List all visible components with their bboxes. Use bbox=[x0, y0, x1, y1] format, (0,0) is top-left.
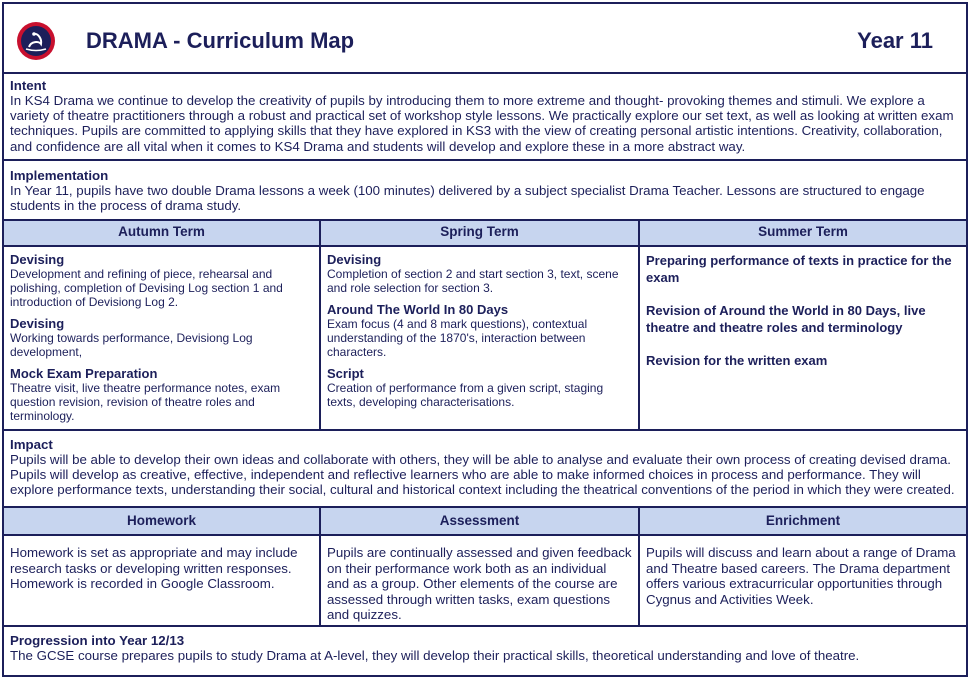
impact-heading: Impact bbox=[10, 437, 53, 452]
impact-section bbox=[4, 431, 966, 508]
autumn-topic-text: Theatre visit, live theatre performance notes, exam question revision, revision of theatre roles and terminology. bbox=[10, 381, 281, 423]
terms-header-row bbox=[4, 221, 966, 247]
school-crest-icon bbox=[16, 21, 56, 61]
homework-cell: Homework is set as appropriate and may include research tasks or developing written responses. Homework is recorded in Google Classroom. bbox=[4, 536, 321, 625]
summer-term-cell bbox=[640, 247, 966, 429]
implementation-section bbox=[4, 161, 966, 221]
spring-term-cell bbox=[321, 247, 640, 429]
progression-text: The GCSE course prepares pupils to study Drama at A-level, they will develop their practical skills, theoretical understanding and love of theatre. bbox=[10, 648, 860, 663]
autumn-term-header: Autumn Term bbox=[4, 221, 321, 245]
summer-term-header: Summer Term bbox=[758, 224, 848, 239]
summer-topic-title: Revision of Around the World in 80 Days, live theatre and theatre roles and terminology bbox=[646, 303, 926, 335]
summer-topic-title: Revision for the written exam bbox=[646, 353, 828, 368]
extras-header-row bbox=[4, 508, 966, 536]
year-label: Year 11 bbox=[857, 28, 933, 53]
terms-content-row bbox=[4, 247, 966, 431]
summer-topic-title: Preparing performance of texts in practice for the exam bbox=[646, 253, 952, 285]
spring-topic-text: Creation of performance from a given script, staging texts, developing characterisations. bbox=[327, 381, 604, 409]
progression-section bbox=[4, 627, 966, 675]
assessment-cell: Pupils are continually assessed and given feedback on their performance work both as an individual and as a group. Other elements of the course are assessed through written tasks, exam questions and quizzes. bbox=[321, 536, 640, 625]
assessment-header: Assessment bbox=[321, 508, 640, 534]
spring-topic-title: Around The World In 80 Days bbox=[327, 302, 509, 317]
extras-content-row bbox=[4, 536, 966, 627]
intent-heading: Intent bbox=[10, 78, 47, 93]
impact-text: Pupils will be able to develop their own ideas and collaborate with others, they will be able to analyse and evaluate their own process of creating devised drama. Pupils will develop as creative, effective, independent and reflective learners who are able to make informed choices in process and performance. They will explore performance texts, understanding their social, cultural and historical context including the theatrical conventions of the period in which they were created. bbox=[10, 452, 955, 498]
intent-text: In KS4 Drama we continue to develop the creativity of pupils by introducing them to more extreme and thought- provoking themes and stimuli. We explore a variety of theatre practitioners through a robust and practical set of workshop style lessons. We practically explore our set text, as well as looking at written exam techniques. Pupils are committed to applying skills that they have explored in KS3 with the view of creating personal artistic intentions. Creativity, collaboration, and confidence are all vital when it comes to KS4 Drama and students will develop and explore these in a more abstract way. bbox=[10, 93, 954, 154]
spring-topic-title: Script bbox=[327, 366, 364, 381]
page-header bbox=[4, 4, 966, 74]
implementation-text: In Year 11, pupils have two double Drama lessons a week (100 minutes) delivered by a subject specialist Drama Teacher. Lessons are structured to engage students in the process of drama study. bbox=[10, 183, 925, 214]
spring-topic-title: Devising bbox=[327, 252, 382, 267]
homework-header: Homework bbox=[4, 508, 321, 534]
autumn-topic-text: Working towards performance, Devisiong Log development, bbox=[10, 331, 253, 359]
autumn-topic-text: Development and refining of piece, rehearsal and polishing, completion of Devising Log section 1 and introduction of Devisiong Log 2. bbox=[10, 267, 283, 309]
progression-heading: Progression into Year 12/13 bbox=[10, 633, 185, 648]
autumn-topic-title: Devising bbox=[10, 316, 65, 331]
page-title: DRAMA - Curriculum Map bbox=[86, 28, 355, 53]
autumn-topic-title: Devising bbox=[10, 252, 65, 267]
enrichment-header: Enrichment bbox=[765, 513, 841, 528]
autumn-topic-title: Mock Exam Preparation bbox=[10, 366, 158, 381]
spring-topic-text: Exam focus (4 and 8 mark questions), contextual understanding of the 1870's, interaction between characters. bbox=[327, 317, 588, 359]
enrichment-cell: Pupils will discuss and learn about a range of Drama and Theatre based careers. The Drama department offers various extracurricular opportunities through Cygnus and Activities Week. bbox=[646, 545, 956, 607]
autumn-term-cell bbox=[4, 247, 321, 429]
spring-term-header: Spring Term bbox=[321, 221, 640, 245]
spring-topic-text: Completion of section 2 and start section 3, text, scene and role selection for section 3. bbox=[327, 267, 619, 295]
implementation-heading: Implementation bbox=[10, 168, 109, 183]
intent-section bbox=[4, 74, 966, 161]
